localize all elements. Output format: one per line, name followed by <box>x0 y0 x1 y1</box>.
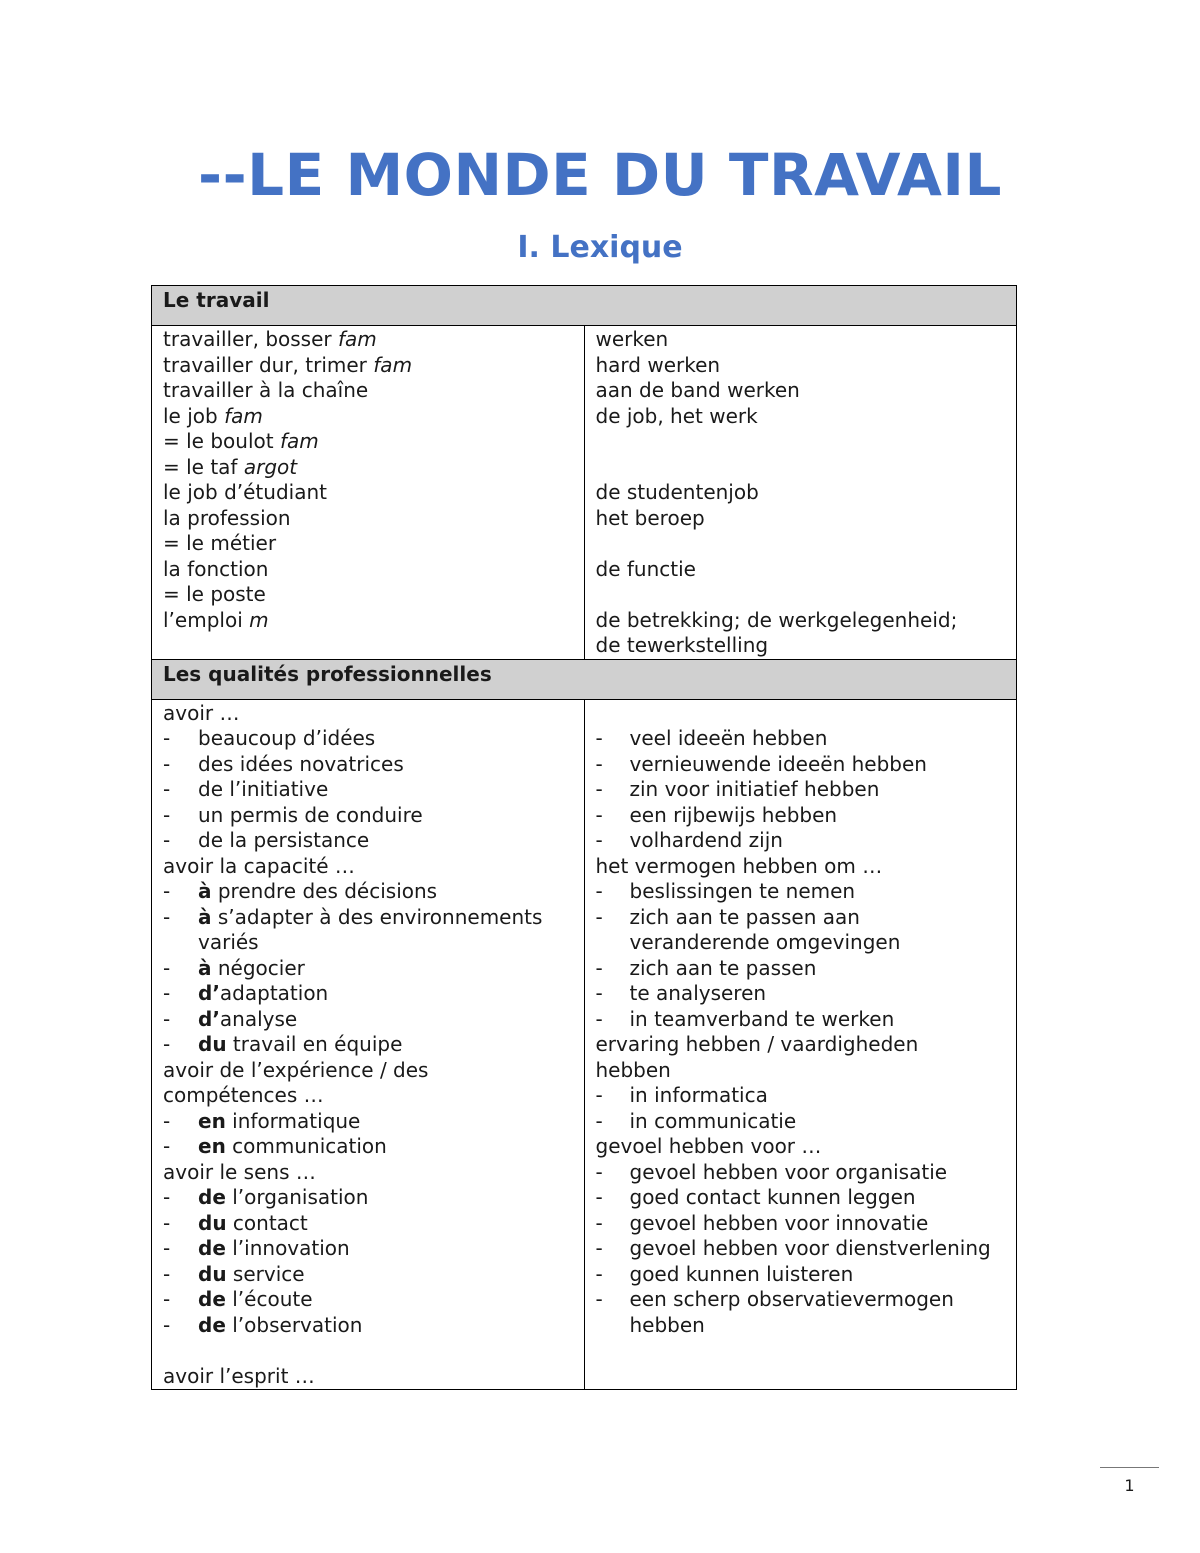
bold-lead: de <box>198 1312 226 1337</box>
section-heading-row <box>152 659 1017 699</box>
vocab-text: aan de band werken <box>595 378 800 402</box>
bullet-item <box>163 1211 574 1237</box>
section-heading: Le travail <box>152 286 1017 326</box>
vocab-line <box>596 327 1007 353</box>
bullet-item <box>596 1109 1007 1135</box>
vocab-line <box>596 455 1007 481</box>
vocab-text: goed kunnen luisteren <box>629 1261 854 1286</box>
bold-lead: du <box>198 1210 227 1235</box>
bullet-item <box>596 1287 1007 1338</box>
vocab-line <box>163 1160 574 1186</box>
vocab-text: werken <box>595 327 669 351</box>
vocab-text: le job d’étudiant <box>163 480 327 504</box>
bullet-item <box>163 1236 574 1262</box>
vocab-line <box>163 327 574 353</box>
vocab-line <box>163 455 574 481</box>
bullet-item <box>596 981 1007 1007</box>
vocab-line <box>596 582 1007 608</box>
vocab-line <box>596 480 1007 506</box>
vocab-text: het vermogen hebben om … <box>595 853 883 878</box>
vocab-line <box>163 1364 574 1390</box>
vocab-text: = le poste <box>163 582 266 606</box>
bullet-item <box>596 1262 1007 1288</box>
vocab-text: een scherp observatievermogen hebben <box>629 1287 954 1337</box>
section-body-row <box>152 326 1017 660</box>
section-title: I. Lexique <box>517 230 683 265</box>
vocab-text: négocier <box>211 955 305 980</box>
vocab-text: de job, het werk <box>595 403 758 428</box>
bullet-item <box>596 956 1007 982</box>
vocab-text: hebben <box>595 1057 671 1082</box>
vocab-text: veel ideeën hebben <box>629 726 828 750</box>
bold-lead: à <box>198 879 212 903</box>
bullet-item <box>163 1007 574 1033</box>
vocab-text: beaucoup d’idées <box>198 726 376 750</box>
vocab-text: ervaring hebben / vaardigheden <box>595 1032 919 1056</box>
vocab-text: zich aan te passen <box>629 955 817 980</box>
vocab-text: avoir le sens … <box>163 1159 316 1184</box>
bullet-item <box>596 803 1007 829</box>
vocab-text: travailler à la chaîne <box>163 378 369 402</box>
bullet-item <box>163 905 574 956</box>
vocab-text: l’organisation <box>225 1185 369 1209</box>
bullet-item <box>163 879 574 905</box>
bullet-item <box>596 726 1007 752</box>
vocab-text: la profession <box>163 505 291 530</box>
vocab-line <box>596 608 1007 634</box>
vocab-text: avoir … <box>163 700 240 725</box>
vocab-text: in informatica <box>629 1083 768 1107</box>
vocab-text: te analyseren <box>629 981 767 1005</box>
vocab-text: l’emploi <box>163 607 250 632</box>
vocab-text: in teamverband te werken <box>629 1006 895 1031</box>
bullet-item <box>163 1313 574 1339</box>
vocab-text: = le boulot <box>163 429 280 453</box>
vocab-text: in communicatie <box>629 1108 797 1133</box>
bullet-item <box>596 1211 1007 1237</box>
vocab-text: l’innovation <box>225 1236 350 1260</box>
register-tag: fam <box>373 352 413 377</box>
page-number: 1 <box>1124 1476 1135 1495</box>
bullet-item <box>596 828 1007 854</box>
vocab-line <box>163 854 574 880</box>
bold-lead: d’ <box>198 1006 220 1031</box>
vocab-line <box>163 608 574 634</box>
bold-lead: du <box>198 1261 227 1286</box>
bold-lead: d’ <box>198 981 220 1005</box>
section-heading: Les qualités professionnelles <box>152 659 1017 699</box>
vocab-line <box>596 404 1007 430</box>
vocab-text: gevoel hebben voor dienstverlening <box>629 1236 991 1260</box>
footer-rule <box>1100 1467 1159 1468</box>
vocab-line <box>596 1134 1007 1160</box>
bullet-item <box>163 803 574 829</box>
bullet-item <box>596 879 1007 905</box>
vocab-text: de betrekking; de werkgelegenheid; <box>595 607 958 632</box>
vocab-line <box>163 480 574 506</box>
vocab-text: zich aan te passen aan veranderende omgevingen <box>629 904 901 954</box>
vocab-text: avoir l’esprit … <box>163 1363 315 1388</box>
register-tag: fam <box>337 327 377 351</box>
bullet-item <box>163 1109 574 1135</box>
vocab-text: avoir la capacité … <box>163 853 355 878</box>
vocab-line <box>163 378 574 404</box>
bold-lead: à <box>198 955 212 980</box>
vocab-text: prendre des décisions <box>211 879 438 903</box>
vocab-text: de functie <box>595 556 696 581</box>
french-column <box>152 699 585 1390</box>
vocab-line <box>163 1338 574 1364</box>
bullet-item <box>163 1134 574 1160</box>
vocab-text: goed contact kunnen leggen <box>629 1185 916 1209</box>
bold-lead: du <box>198 1032 227 1056</box>
vocab-text: gevoel hebben voor innovatie <box>629 1210 929 1235</box>
vocab-line <box>596 1058 1007 1084</box>
vocab-line <box>596 1032 1007 1058</box>
bold-lead: de <box>198 1236 226 1260</box>
section-body-row <box>152 699 1017 1390</box>
register-tag: fam <box>224 403 263 428</box>
vocab-text: gevoel hebben voor organisatie <box>629 1159 948 1184</box>
vocab-text: zin voor initiatief hebben <box>629 777 880 801</box>
vocab-text: un permis de conduire <box>198 802 423 827</box>
bullet-item <box>596 1236 1007 1262</box>
vocab-line <box>596 429 1007 455</box>
vocab-text: compétences … <box>163 1083 324 1107</box>
vocab-text: volhardend zijn <box>629 828 783 852</box>
bullet-item <box>163 1032 574 1058</box>
section-heading-row <box>152 286 1017 326</box>
vocab-text: contact <box>226 1210 308 1235</box>
vocab-line <box>596 557 1007 583</box>
vocab-text: la fonction <box>163 556 269 581</box>
vocab-line <box>596 854 1007 880</box>
vocab-line <box>163 506 574 532</box>
vocab-text: vernieuwende ideeën hebben <box>629 751 927 776</box>
vocab-text: de tewerkstelling <box>595 633 769 657</box>
bullet-item <box>596 1185 1007 1211</box>
vocab-text: avoir de l’expérience / des <box>163 1057 429 1082</box>
bullet-item <box>163 1262 574 1288</box>
vocab-text: de studentenjob <box>595 480 759 504</box>
vocab-text: l’écoute <box>225 1287 313 1311</box>
vocab-text: het beroep <box>595 505 705 530</box>
vocab-text: le job <box>163 403 225 428</box>
bold-lead: de <box>198 1287 226 1311</box>
vocab-line <box>163 582 574 608</box>
vocab-line <box>163 1083 574 1109</box>
bullet-item <box>596 777 1007 803</box>
bullet-item <box>596 905 1007 956</box>
register-tag: argot <box>243 454 298 479</box>
vocab-text: = le taf <box>163 454 244 479</box>
bullet-item <box>596 1007 1007 1033</box>
vocab-text: de la persistance <box>198 828 370 852</box>
bold-lead: à <box>198 904 212 929</box>
vocab-line <box>596 506 1007 532</box>
vocab-line <box>163 404 574 430</box>
vocab-line <box>596 531 1007 557</box>
vocab-text: l’observation <box>225 1312 363 1337</box>
bold-lead: en <box>198 1108 226 1133</box>
vocabulary-table <box>151 285 1017 1390</box>
vocab-line <box>596 378 1007 404</box>
vocab-text: des idées novatrices <box>198 751 404 776</box>
vocab-line <box>163 557 574 583</box>
dutch-column <box>584 699 1017 1390</box>
bullet-item <box>596 1160 1007 1186</box>
vocab-text: travailler, bosser <box>163 327 338 351</box>
register-tag: m <box>249 607 269 632</box>
vocab-text: travailler dur, trimer <box>163 352 374 377</box>
vocab-text: informatique <box>225 1108 361 1133</box>
bullet-item <box>163 1185 574 1211</box>
dutch-column <box>584 326 1017 660</box>
vocab-text: een rijbewijs hebben <box>629 802 838 827</box>
vocab-text: service <box>226 1261 305 1286</box>
bullet-item <box>596 1083 1007 1109</box>
vocab-line <box>163 531 574 557</box>
bold-lead: de <box>198 1185 226 1209</box>
french-column <box>152 326 585 660</box>
vocab-line <box>163 429 574 455</box>
vocab-line <box>596 633 1007 659</box>
vocab-text: adaptation <box>219 981 329 1005</box>
bullet-item <box>163 956 574 982</box>
bullet-item <box>163 777 574 803</box>
vocab-text: gevoel hebben voor … <box>595 1134 822 1158</box>
vocab-line <box>163 701 574 727</box>
bullet-item <box>596 752 1007 778</box>
vocab-text: = le métier <box>163 531 277 555</box>
page-title: --LE MONDE DU TRAVAIL <box>198 141 1002 209</box>
vocab-text: hard werken <box>595 352 721 377</box>
vocab-line <box>596 701 1007 727</box>
bullet-item <box>163 752 574 778</box>
bullet-item <box>163 828 574 854</box>
vocab-line <box>163 1058 574 1084</box>
bold-lead: en <box>198 1134 226 1158</box>
vocab-text: travail en équipe <box>226 1032 403 1056</box>
vocab-line <box>596 353 1007 379</box>
vocab-text: de l’initiative <box>198 777 329 801</box>
register-tag: fam <box>279 429 319 453</box>
vocab-text: s’adapter à des environnements variés <box>198 904 543 954</box>
vocab-text: communication <box>225 1134 387 1158</box>
vocab-text: beslissingen te nemen <box>629 879 856 903</box>
vocab-line <box>163 353 574 379</box>
vocab-text: analyse <box>219 1006 298 1031</box>
bullet-item <box>163 726 574 752</box>
bullet-item <box>163 981 574 1007</box>
bullet-item <box>163 1287 574 1313</box>
